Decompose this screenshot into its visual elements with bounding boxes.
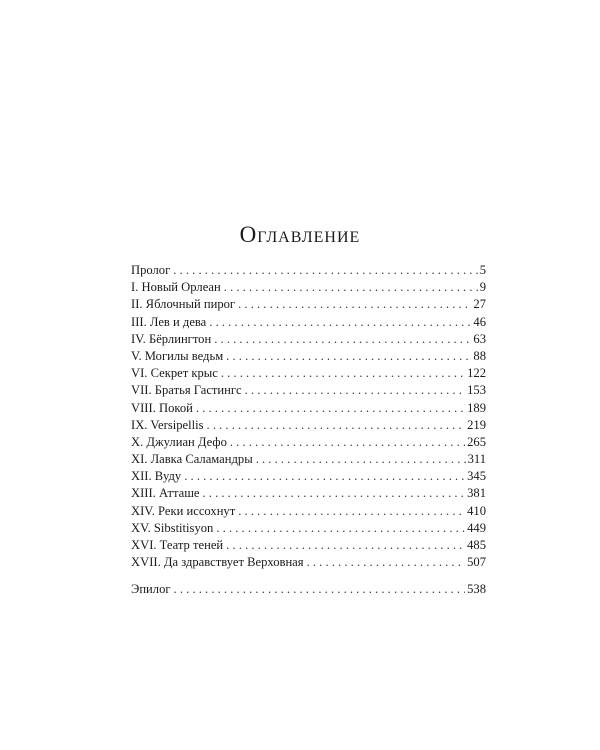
toc-entry[interactable] [131, 365, 486, 382]
toc-leader-dots [221, 365, 465, 382]
toc-leader-dots [238, 296, 471, 313]
toc-leader-dots [226, 537, 465, 554]
toc-entry[interactable] [131, 382, 486, 399]
toc-entry-page: 449 [467, 520, 486, 535]
toc-entry-label: III. Лев и дева [131, 314, 207, 329]
toc-entry-page: 27 [473, 297, 486, 312]
toc-entry-label: V. Могилы ведьм [131, 348, 224, 363]
toc-entry[interactable] [131, 262, 486, 279]
toc-entry-label: VII. Братья Гастингс [131, 383, 242, 398]
toc-title: Оглавление [239, 222, 361, 247]
toc-entry-label: I. Новый Орлеан [131, 280, 221, 295]
toc-entry-label: X. Джулиан Дефо [131, 434, 227, 449]
toc-leader-dots [226, 348, 471, 365]
toc-leader-dots [207, 417, 466, 434]
toc-entry-label: IV. Бёрлингтон [131, 331, 212, 346]
toc-entry[interactable] [131, 400, 486, 417]
toc-entry[interactable] [131, 520, 486, 537]
toc-entry-page: 46 [473, 314, 486, 329]
toc-entry[interactable] [131, 434, 486, 451]
toc-entry-label: XIII. Атташе [131, 486, 200, 501]
toc-entry-page: 311 [467, 452, 486, 467]
toc-entry-label: XII. Вуду [131, 469, 182, 484]
toc-entry-label: XVI. Театр теней [131, 538, 224, 552]
toc-entry[interactable] [131, 503, 486, 520]
toc-entry-page: 63 [473, 331, 486, 346]
toc-leader-dots [184, 468, 465, 485]
toc-leader-dots [173, 262, 477, 279]
toc-entry-label: II. Яблочный пирог [131, 297, 236, 312]
toc-entry-label: VIII. Покой [131, 400, 193, 415]
toc-entry-page: 485 [467, 538, 486, 552]
toc-entry[interactable] [131, 279, 486, 296]
toc-entry[interactable] [131, 314, 486, 331]
toc-entry[interactable] [131, 417, 486, 434]
toc-entry-label: VI. Секрет крыс [131, 366, 218, 381]
toc-entry-page: 88 [473, 348, 486, 363]
toc-entry-page: 538 [467, 582, 486, 597]
toc-leader-dots [174, 581, 466, 598]
toc-entry-page: 189 [467, 400, 486, 415]
toc-entry[interactable] [131, 554, 486, 571]
toc-leader-dots [214, 331, 471, 348]
toc-entry[interactable] [131, 537, 486, 554]
toc-entry-label: XI. Лавка Саламандры [131, 452, 253, 467]
toc-entry-page: 381 [467, 486, 486, 501]
toc-entry[interactable] [131, 331, 486, 348]
toc-entry-label: XV. Sibstitisyon [131, 520, 214, 535]
toc-entry-page: 153 [467, 383, 486, 398]
toc-leader-dots [307, 554, 466, 571]
toc-entry[interactable] [131, 296, 486, 313]
toc-leader-dots [216, 520, 465, 537]
toc-list [131, 262, 486, 599]
toc-leader-dots [256, 451, 466, 468]
toc-leader-dots [209, 314, 471, 331]
toc-leader-dots [230, 434, 465, 451]
toc-leader-dots [224, 279, 478, 296]
toc-entry-label: Эпилог [131, 582, 171, 597]
toc-entry-page: 219 [467, 417, 486, 432]
toc-entry-label: IX. Versipellis [131, 417, 204, 432]
toc-entry-page: 265 [467, 434, 486, 449]
toc-leader-dots [245, 382, 465, 399]
toc-entry-page: 9 [479, 280, 486, 295]
toc-entry[interactable] [131, 468, 486, 485]
toc-entry-page: 5 [479, 263, 486, 277]
toc-entry[interactable] [131, 581, 486, 598]
toc-leader-dots [202, 485, 465, 502]
toc-entry[interactable] [131, 485, 486, 502]
toc-leader-dots [196, 400, 465, 417]
toc-entry-label: XIV. Реки иссохнут [131, 503, 236, 518]
toc-entry-label: Пролог [131, 263, 171, 277]
toc-entry-page: 507 [467, 555, 486, 570]
toc-entry-page: 122 [467, 366, 486, 381]
toc-entry-page: 410 [467, 503, 486, 518]
toc-entry[interactable] [131, 451, 486, 468]
toc-entry[interactable] [131, 348, 486, 365]
toc-entry-page: 345 [467, 469, 486, 484]
toc-leader-dots [238, 503, 465, 520]
toc-entry-label: XVII. Да здравствует Верховная [131, 555, 304, 570]
